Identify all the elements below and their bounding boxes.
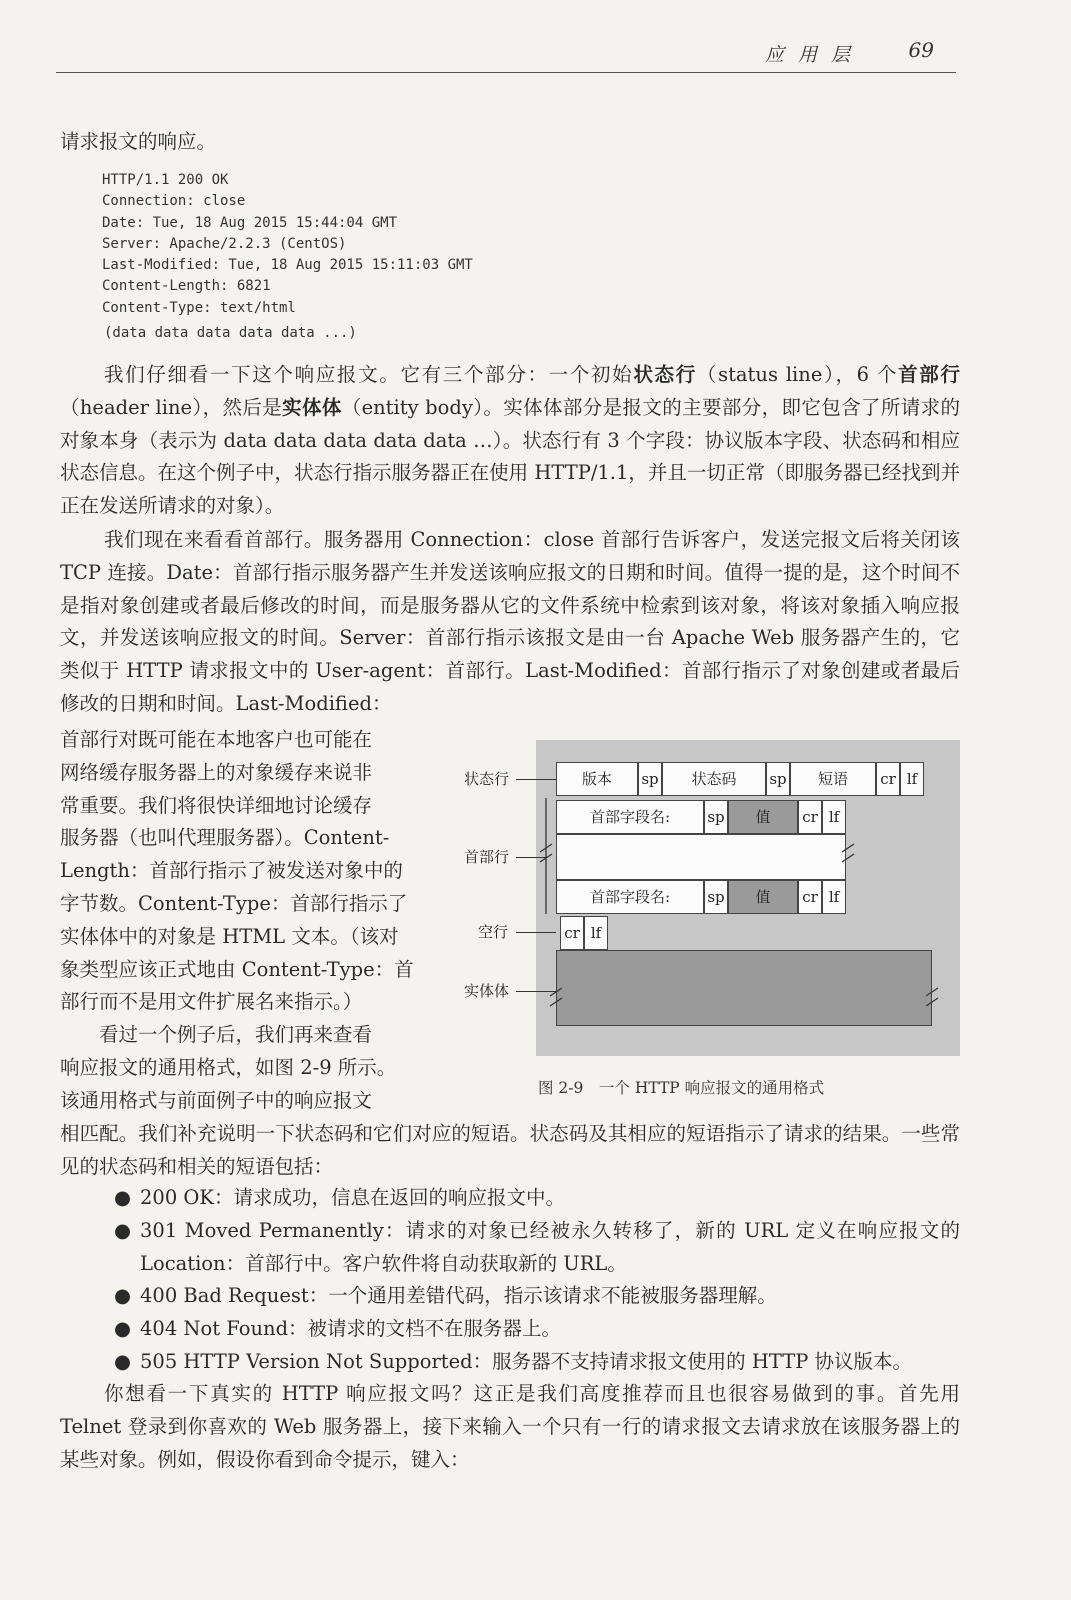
term-entity-body: 实体体 bbox=[282, 395, 342, 419]
body-paragraph-2: 我们现在来看看首部行。服务器用 Connection：close 首部行告诉客户，发送完报文后将关闭该 TCP 连接。Date：首部行指示服务器产生并发送该响应报文的日期和时间。值得一提的是，这个时间不是指对象创建或者最后修改的时间，而是服务器从它的文件系统中检索到该对象，将该对象插入响应报文，并发送该响应报文的时间。Server：首部行指示该报文是由一台 Apache Web 服务器产生的，它类似于 HTTP 请求报文中的 User-agent：首部行。Last-Modified：首部行指示了对象创建或者最后修改的日期和时间。Last-Modified： bbox=[60, 528, 960, 715]
code-line: HTTP/1.1 200 OK bbox=[102, 172, 229, 188]
figure-brackets bbox=[460, 740, 960, 1056]
cell-value: 值 bbox=[728, 880, 798, 914]
cell-sp: sp bbox=[704, 880, 728, 914]
page-header bbox=[56, 36, 956, 73]
cell-sp: sp bbox=[638, 762, 662, 796]
code-line: Last-Modified: Tue, 18 Aug 2015 15:11:03 GMT bbox=[102, 257, 473, 274]
wrap-line: 实体体中的对象是 HTML 文本。（该对 bbox=[60, 924, 399, 948]
cell-value: 值 bbox=[728, 800, 798, 834]
bullet-icon: ● bbox=[114, 1186, 132, 1209]
cell-lf: lf bbox=[822, 800, 846, 834]
bullet-icon: ● bbox=[114, 1284, 132, 1308]
list-item: ● 301 Moved Permanently：请求的对象已经被永久转移了，新的 URL 定义在响应报文的 Location：首部行中。客户软件将自动获取新的 URL。 bbox=[60, 1215, 960, 1281]
cell-field-name: 首部字段名: bbox=[556, 800, 704, 834]
page-number: 69 bbox=[908, 38, 934, 62]
term-status-line: 状态行 bbox=[633, 363, 697, 386]
cell-lf: lf bbox=[584, 916, 608, 950]
label-blank-line: 空行 bbox=[478, 923, 509, 941]
list-item: ● 200 OK：请求成功，信息在返回的响应报文中。 bbox=[60, 1182, 960, 1215]
cell-version: 版本 bbox=[556, 762, 638, 796]
cell-field-name: 首部字段名: bbox=[556, 880, 704, 914]
cell-sp: sp bbox=[704, 800, 728, 834]
wrap-line: 首部行对既可能在本地客户也可能在 bbox=[60, 728, 373, 751]
code-line: Server: Apache/2.2.3 (CentOS) bbox=[102, 235, 347, 252]
cell-lf: lf bbox=[900, 762, 924, 796]
wrap-line: 字节数。Content-Type：首部行指示了 bbox=[60, 891, 408, 915]
running-head: 应用层 bbox=[764, 44, 864, 66]
wrap-line: 常重要。我们将很快详细地讨论缓存 bbox=[60, 793, 373, 817]
intro-line: 请求报文的响应。 bbox=[60, 130, 217, 153]
wrap-line: 象类型应该正式地由 Content-Type：首 bbox=[60, 957, 414, 981]
code-data-line: (data data data data data ...) bbox=[104, 325, 357, 341]
body-paragraph-1: 我们仔细看一下这个响应报文。它有三个部分：一个初始状态行（status line），6 个首部行（header line），然后是实体体（entity body）。实体体部分是报文的主要部分，即它包含了所请求的对象本身（表示为 data data data data data …）。状态行有 3 个字段：协议版本字段、状态码和相应状态信息。在这个例子中，状态行指示服务器正在使用 HTTP/1.1，并且一切正常（即服务器已经找到并正在发送所请求的对象）。 bbox=[60, 363, 960, 518]
wrap-line: 部行而不是用文件扩展名来指示。） bbox=[60, 990, 363, 1014]
cell-lf: lf bbox=[822, 880, 846, 914]
cell-cr: cr bbox=[876, 762, 900, 796]
http-response-example bbox=[102, 170, 473, 319]
code-line: Content-Length: 6821 bbox=[102, 278, 271, 295]
bullet-icon: ● bbox=[114, 1317, 132, 1341]
wrap-line: 响应报文的通用格式，如图 2-9 所示。 bbox=[60, 1055, 397, 1079]
label-header-lines: 首部行 bbox=[464, 848, 510, 866]
wrap-line: 看过一个例子后，我们再来查看 bbox=[60, 1023, 373, 1047]
code-line: Date: Tue, 18 Aug 2015 15:44:04 GMT bbox=[102, 214, 398, 231]
figure-caption: 图 2-9 一个 HTTP 响应报文的通用格式 bbox=[538, 1079, 825, 1097]
cell-phrase: 短语 bbox=[790, 762, 876, 796]
code-line: Content-Type: text/html bbox=[102, 299, 296, 316]
cell-cr: cr bbox=[798, 880, 822, 914]
bullet-icon: ● bbox=[114, 1218, 132, 1242]
cell-cr: cr bbox=[798, 800, 822, 834]
wrap-line: 网络缓存服务器上的对象缓存来说非 bbox=[60, 760, 373, 784]
list-item: ● 400 Bad Request：一个通用差错代码，指示该请求不能被服务器理解。 bbox=[60, 1280, 960, 1313]
wrap-line: 该通用格式与前面例子中的响应报文 bbox=[60, 1088, 373, 1112]
bullet-icon: ● bbox=[114, 1349, 132, 1373]
cell-status-code: 状态码 bbox=[662, 762, 766, 796]
figure-2-9-response-format bbox=[460, 740, 960, 1056]
wrapped-text-column bbox=[60, 724, 440, 1118]
term-header-line: 首部行 bbox=[898, 363, 960, 386]
cell-cr: cr bbox=[560, 916, 584, 950]
status-code-list bbox=[60, 1182, 960, 1379]
wrap-line: 服务器（也叫代理服务器）。Content- bbox=[60, 826, 390, 850]
cell-sp: sp bbox=[766, 762, 790, 796]
body-paragraph-3-cont: 相匹配。我们补充说明一下状态码和它们对应的短语。状态码及其相应的短语指示了请求的结果。一些常见的状态码和相关的短语包括： bbox=[60, 1122, 960, 1178]
label-entity-body: 实体体 bbox=[464, 982, 510, 1000]
body-paragraph-final: 你想看一下真实的 HTTP 响应报文吗？这正是我们高度推荐而且也很容易做到的事。首先用 Telnet 登录到你喜欢的 Web 服务器上，接下来输入一个只有一行的请求报文去请求放在该服务器上的某些对象。例如，假设你看到命令提示，键入： bbox=[60, 1382, 960, 1471]
code-line: Connection: close bbox=[102, 193, 246, 210]
list-item: ● 404 Not Found：被请求的文档不在服务器上。 bbox=[60, 1313, 960, 1346]
wrap-line: Length：首部行指示了被发送对象中的 bbox=[60, 859, 403, 883]
label-status-line: 状态行 bbox=[464, 770, 510, 788]
list-item: ● 505 HTTP Version Not Supported：服务器不支持请求报文使用的 HTTP 协议版本。 bbox=[60, 1346, 960, 1379]
